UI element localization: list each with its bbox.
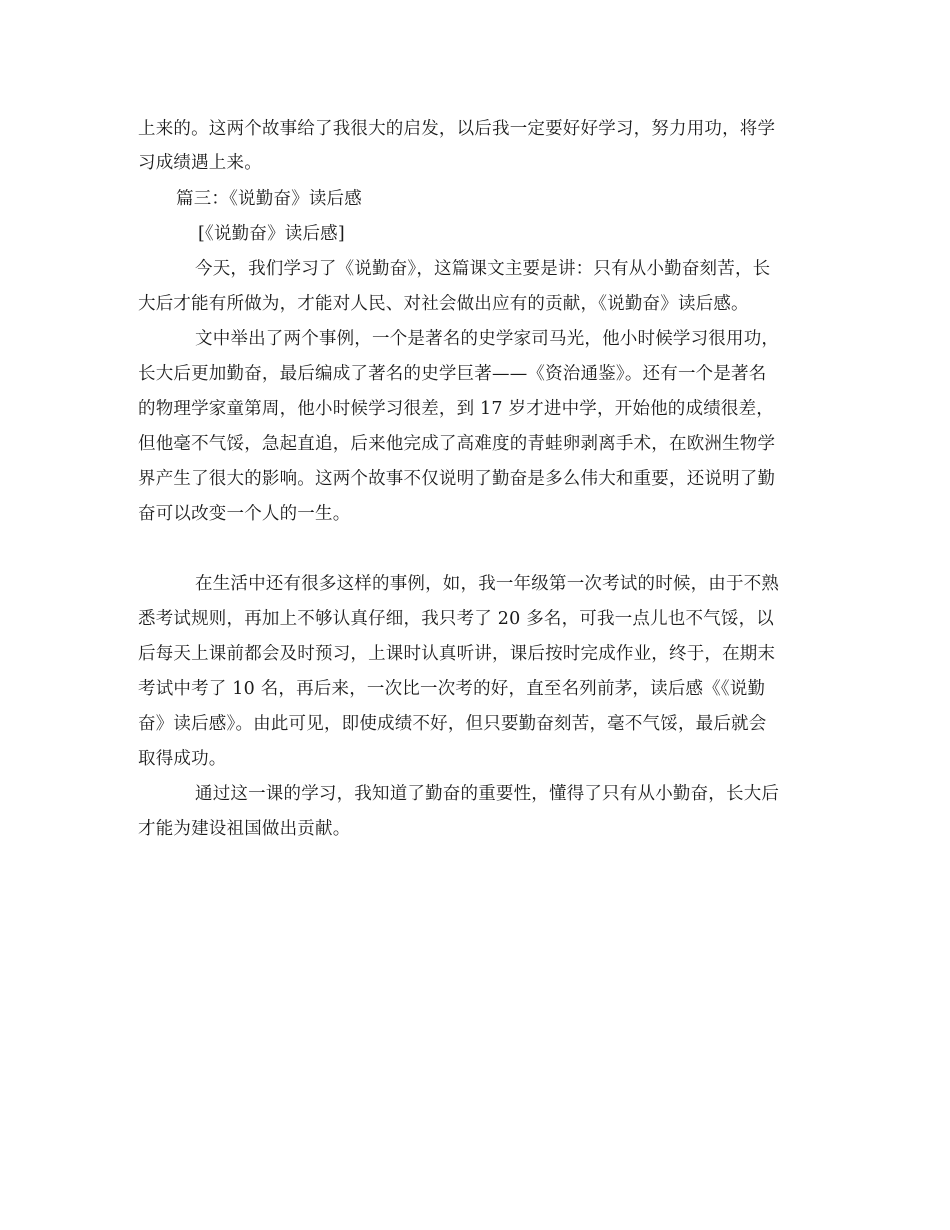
- paragraph-line: 悉考试规则，再加上不够认真仔细，我只考了 20 多名，可我一点儿也不气馁，以: [138, 609, 774, 629]
- paragraph-line: 的物理学家童第周，他小时候学习很差，到 17 岁才进中学，开始他的成绩很差，: [138, 399, 774, 419]
- paragraph-line: 大后才能有所做为，才能对人民、对社会做出应有的贡献，《说勤奋》读后感。: [138, 294, 749, 314]
- paragraph-line: 界产生了很大的影响。这两个故事不仅说明了勤奋是多么伟大和重要，还说明了勤: [138, 469, 776, 489]
- paragraph-line: 后每天上课前都会及时预习，上课时认真听讲，课后按时完成作业，终于，在期末: [138, 644, 776, 664]
- section-subheading: [《说勤奋》读后感]: [198, 224, 345, 244]
- paragraph-line: 今天，我们学习了《说勤奋》，这篇课文主要是讲：只有从小勤奋刻苦，长: [195, 259, 771, 279]
- paragraph-line: 但他毫不气馁，急起直追，后来他完成了高难度的青蛙卵剥离手术，在欧洲生物学: [138, 434, 776, 454]
- paragraph-line: 上来的。这两个故事给了我很大的启发，以后我一定要好好学习，努力用功，将学: [138, 119, 776, 139]
- paragraph-line: 习成绩遇上来。: [138, 153, 262, 173]
- paragraph-line: 通过这一课的学习，我知道了勤奋的重要性，懂得了只有从小勤奋，长大后: [195, 784, 780, 804]
- paragraph-line: 奋》读后感》。由此可见，即使成绩不好，但只要勤奋刻苦，毫不气馁，最后就会: [138, 714, 767, 734]
- paragraph-line: 长大后更加勤奋，最后编成了著名的史学巨著——《资治通鉴》。还有一个是著名: [138, 364, 767, 384]
- paragraph-line: 考试中考了 10 名，再后来，一次比一次考的好，直至名列前茅，读后感《《说勤: [138, 679, 766, 699]
- paragraph-line: 奋可以改变一个人的一生。: [138, 504, 351, 524]
- paragraph-line: 在生活中还有很多这样的事例，如，我一年级第一次考试的时候，由于不熟: [195, 574, 780, 594]
- paragraph-line: 文中举出了两个事例，一个是著名的史学家司马光，他小时候学习很用功，: [195, 329, 780, 349]
- paragraph-line: 取得成功。: [138, 749, 227, 769]
- section-heading: 篇三：《说勤奋》读后感: [176, 189, 362, 209]
- paragraph-line: 才能为建设祖国做出贡献。: [138, 819, 351, 839]
